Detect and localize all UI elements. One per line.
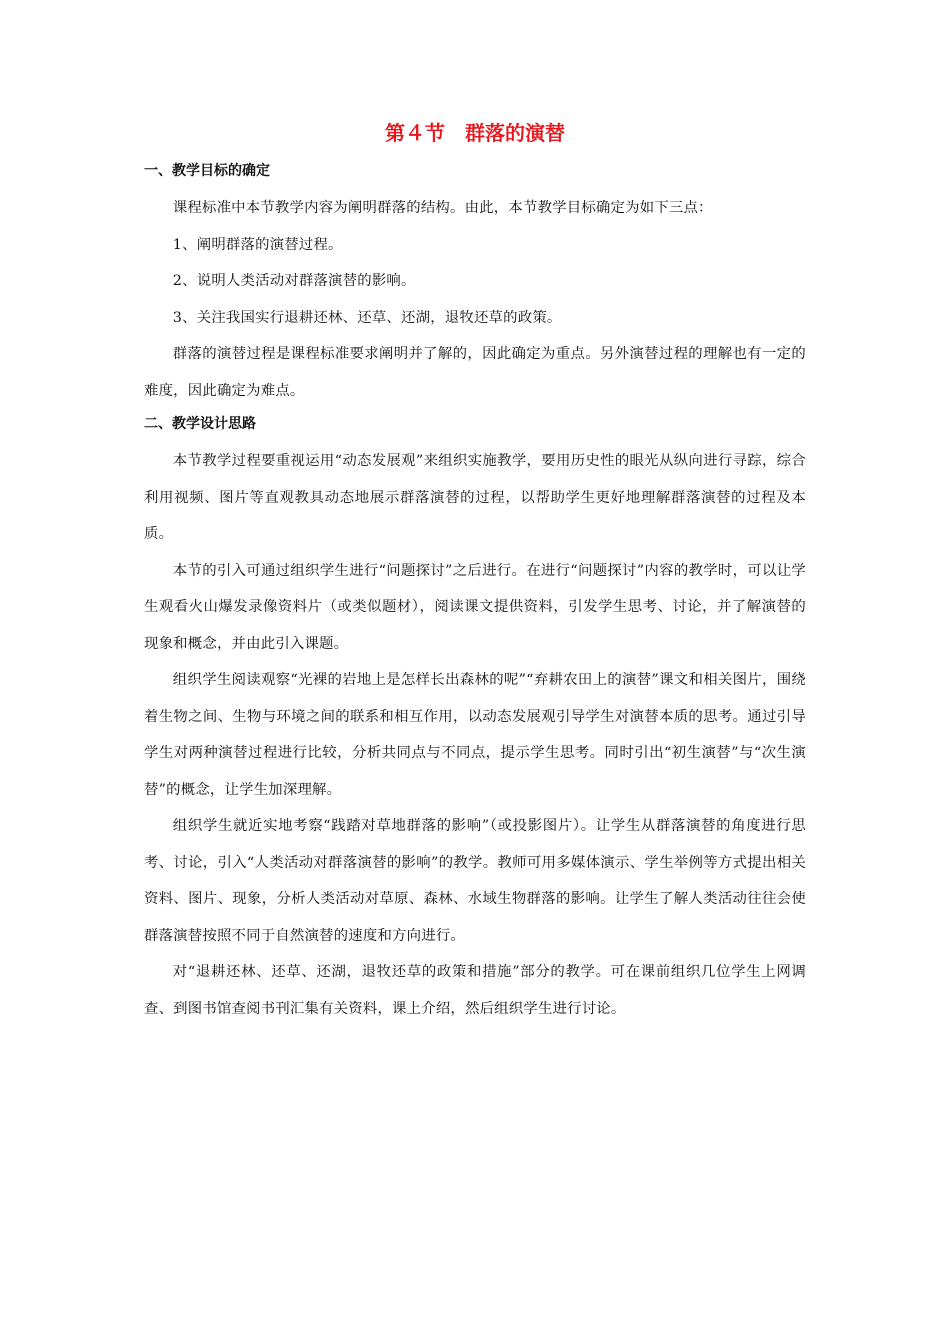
paragraph: 组织学生就近实地考察“践踏对草地群落的影响”（或投影图片）。让学生从群落演替的角度进行思考、讨论，引入“人类活动对群落演替的影响”的教学。教师可用多媒体演示、学生举例等方式提出相关资料、图片、现象，分析人类活动对草原、森林、水域生物群落的影响。让学生了解人类活动往往会使群落演替按照不同于自然演替的速度和方向进行。	[144, 818, 806, 944]
paragraph: 组织学生阅读观察“光裸的岩地上是怎样长出森林的呢”“弃耕农田上的演替”课文和相关图片，围绕着生物之间、生物与环境之间的联系和相互作用，以动态发展观引导学生对演替本质的思考。通过引导学生对两种演替过程进行比较，分析共同点与不同点，提示学生思考。同时引出“初生演替”与“次生演替”的概念，让学生加深理解。	[144, 672, 806, 798]
section-teaching-design	[144, 411, 806, 1027]
section-heading: 二、教学设计思路	[144, 416, 256, 432]
paragraph: 3、关注我国实行退耕还林、还草、还湖，退牧还草的政策。	[172, 309, 562, 326]
paragraph: 课程标准中本节教学内容为阐明群落的结构。由此，本节教学目标确定为如下三点：	[172, 200, 713, 216]
paragraph: 对“退耕还林、还草、还湖，退牧还草的政策和措施”部分的教学。可在课前组织几位学生上网调查、到图书馆查阅书刊汇集有关资料，课上介绍，然后组织学生进行讨论。	[144, 964, 806, 1017]
paragraph: 2、说明人类活动对群落演替的影响。	[172, 273, 416, 289]
page-title: 第４节 群落的演替	[385, 121, 565, 145]
paragraph: 群落的演替过程是课程标准要求阐明并了解的，因此确定为重点。另外演替过程的理解也有一定的难度，因此确定为难点。	[144, 346, 806, 399]
paragraph: 本节的引入可通过组织学生进行“问题探讨”之后进行。在进行“问题探讨”内容的教学时，可以让学生观看火山爆发录像资料片（或类似题材），阅读课文提供资料，引发学生思考、讨论，并了解演替的现象和概念，并由此引入课题。	[144, 562, 806, 652]
document-body	[144, 118, 806, 1027]
paragraph: 1、阐明群落的演替过程。	[172, 236, 343, 253]
section-heading: 一、教学目标的确定	[144, 163, 270, 179]
paragraph: 本节教学过程要重视运用“动态发展观”来组织实施教学，要用历史性的眼光从纵向进行寻踪，综合利用视频、图片等直观教具动态地展示群落演替的过程，以帮助学生更好地理解群落演替的过程及本质。	[144, 453, 806, 542]
section-teaching-objectives	[144, 158, 806, 409]
